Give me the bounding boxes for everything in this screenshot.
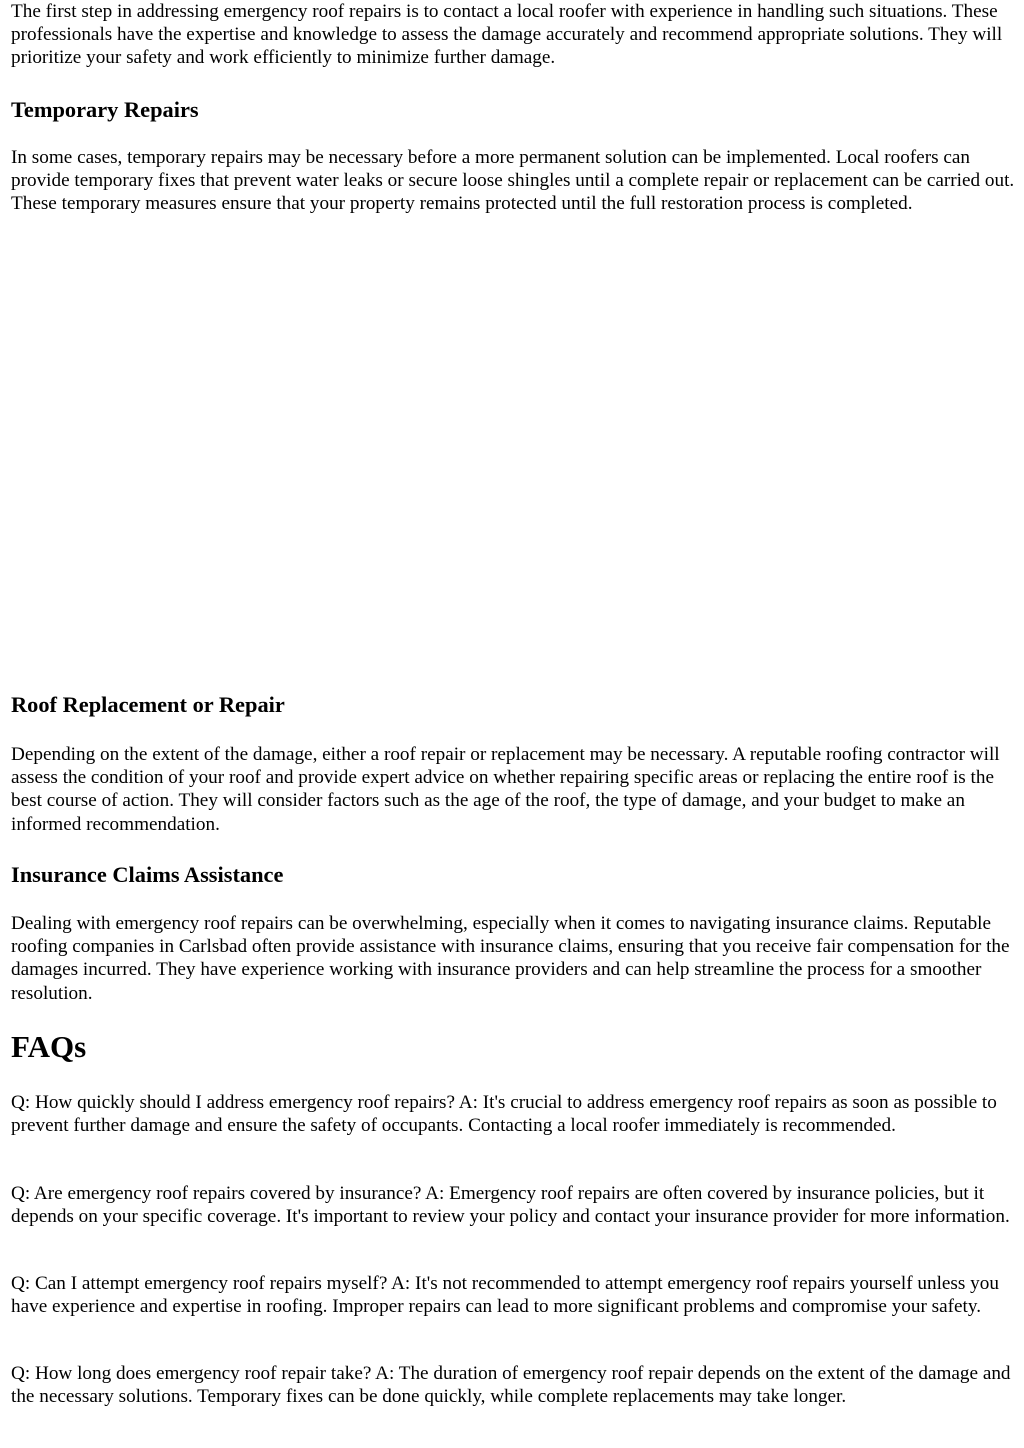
roof-replacement-paragraph: Depending on the extent of the damage, either a roof repair or replacement may be necessary. A reputable roofing contractor will assess the condition of your roof and provide expert advice on whether repairing specific areas or replacing the entire roof is the best course of action. They will consider factors such as the age of the roof, the type of damage, and your budget to make an informed recommendation.: [11, 744, 1000, 835]
intro-paragraph: The first step in addressing emergency roof repairs is to contact a local roofer with experience in handling such situations. These professionals have the expertise and knowledge to assess the damage accurately and recommend appropriate solutions. They will prioritize your safety and work efficiently to minimize further damage.: [11, 1, 1003, 69]
temporary-repairs-paragraph: In some cases, temporary repairs may be necessary before a more permanent solution can be implemented. Local roofers can provide temporary fixes that prevent water leaks or secure loose shingles until a complete repair or replacement can be carried out. These temporary measures ensure that your property remains protected until the full restoration process is completed.: [11, 147, 1015, 215]
temporary-repairs-heading: Temporary Repairs: [11, 97, 199, 122]
faqs-heading: FAQs: [11, 1029, 87, 1064]
faq-item: Q: Can I attempt emergency roof repairs myself? A: It's not recommended to attempt emergency roof repairs yourself unless you have experience and expertise in roofing. Improper repairs can lead to more significant problems and compromise your safety.: [11, 1273, 999, 1318]
insurance-claims-paragraph: Dealing with emergency roof repairs can be overwhelming, especially when it comes to navigating insurance claims. Reputable roofing companies in Carlsbad often provide assistance with insurance claims, ensuring that you receive fair compensation for the damages incurred. They have experience working with insurance providers and can help streamline the process for a smoother resolution.: [11, 913, 1010, 1004]
faq-item: Q: How quickly should I address emergency roof repairs? A: It's crucial to address emergency roof repairs as soon as possible to prevent further damage and ensure the safety of occupants. Contacting a local roofer immediately is recommended.: [11, 1092, 997, 1137]
faq-item: Q: How long does emergency roof repair take? A: The duration of emergency roof repair depends on the extent of the damage and the necessary solutions. Temporary fixes can be done quickly, while complete replacements may take longer.: [11, 1363, 1011, 1408]
faq-item: Q: Are emergency roof repairs covered by insurance? A: Emergency roof repairs are often covered by insurance policies, but it depends on your specific coverage. It's important to review your policy and contact your insurance provider for more information.: [11, 1183, 1010, 1228]
insurance-claims-heading: Insurance Claims Assistance: [11, 862, 284, 887]
blank-image-area: [11, 250, 1016, 680]
roof-replacement-heading: Roof Replacement or Repair: [11, 692, 285, 717]
